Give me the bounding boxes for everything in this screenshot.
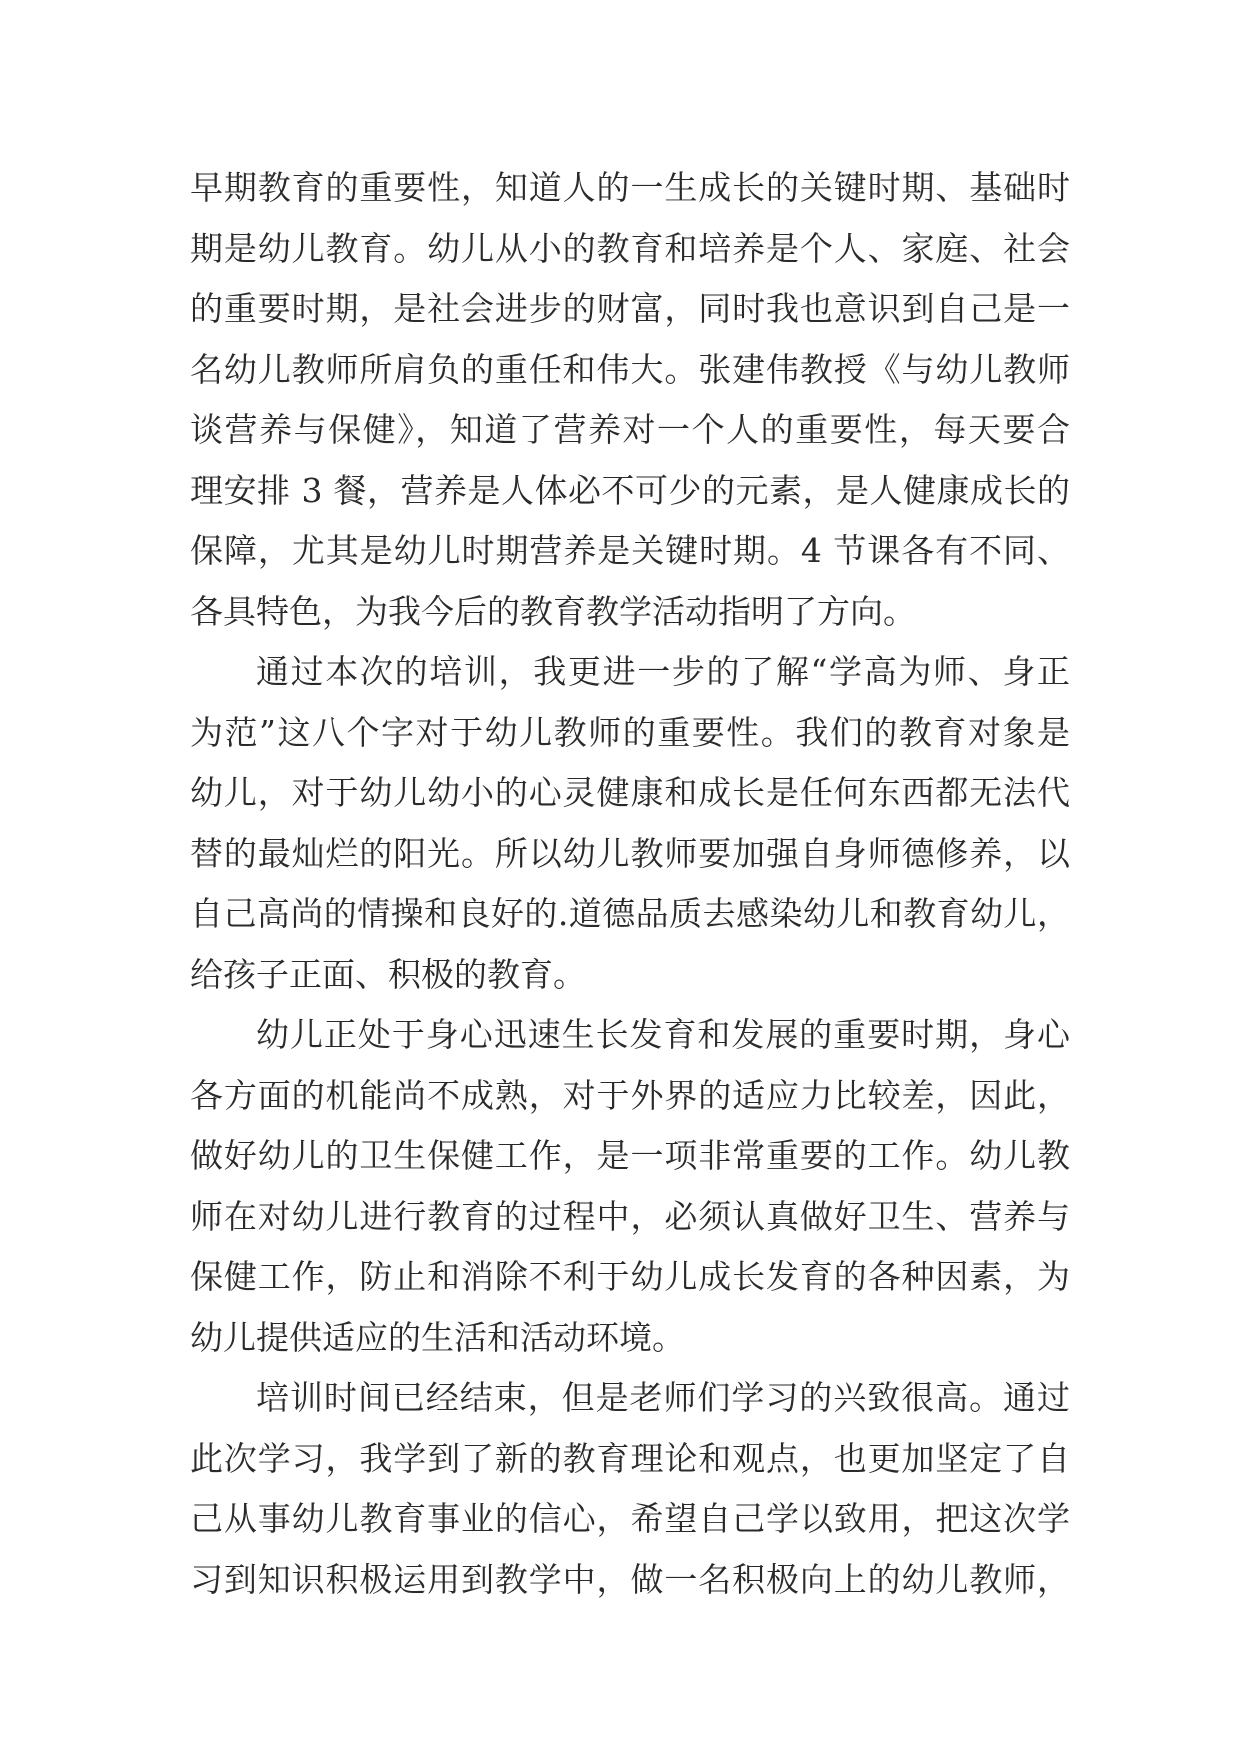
text-line: 早期教育的重要性，知道人的一生成长的关键时期、基础时 <box>190 168 1070 207</box>
text-line: 做好幼儿的卫生保健工作，是一项非常重要的工作。幼儿教 <box>190 1136 1070 1175</box>
text-line: 保障，尤其是幼儿时期营养是关键时期。4 节课各有不同、 <box>190 531 1070 570</box>
text-line: 保健工作，防止和消除不利于幼儿成长发育的各种因素，为 <box>190 1257 1070 1296</box>
text-line: 幼儿，对于幼儿幼小的心灵健康和成长是任何东西都无法代 <box>190 773 1070 812</box>
document-body <box>190 158 1070 1610</box>
text-line: 谈营养与保健》，知道了营养对一个人的重要性，每天要合 <box>190 410 1070 449</box>
text-line: 替的最灿烂的阳光。所以幼儿教师要加强自身师德修养，以 <box>190 833 1070 873</box>
text-line: 己从事幼儿教育事业的信心，希望自己学以致用，把这次学 <box>190 1499 1070 1538</box>
text-line: 培训时间已经结束，但是老师们学习的兴致很高。通过 <box>256 1378 1070 1417</box>
text-line: 自己高尚的情操和良好的.道德品质去感染幼儿和教育幼儿， <box>190 894 1070 933</box>
text-line: 师在对幼儿进行教育的过程中，必须认真做好卫生、营养与 <box>190 1196 1070 1236</box>
text-line: 的重要时期，是社会进步的财富，同时我也意识到自己是一 <box>190 289 1070 328</box>
text-line: 给孩子正面、积极的教育。 <box>190 954 586 994</box>
text-line: 期是幼儿教育。幼儿从小的教育和培养是个人、家庭、社会 <box>190 228 1070 268</box>
text-line: 习到知识积极运用到教学中，做一名积极向上的幼儿教师， <box>190 1559 1070 1599</box>
text-line: 各方面的机能尚不成熟，对于外界的适应力比较差，因此， <box>190 1075 1070 1115</box>
text-line: 幼儿正处于身心迅速生长发育和发展的重要时期，身心 <box>256 1015 1070 1054</box>
text-line: 为范”这八个字对于幼儿教师的重要性。我们的教育对象是 <box>190 712 1070 752</box>
text-line: 此次学习，我学到了新的教育理论和观点，也更加坚定了自 <box>190 1438 1070 1478</box>
text-line: 幼儿提供适应的生活和活动环境。 <box>190 1317 685 1357</box>
text-line: 名幼儿教师所肩负的重任和伟大。张建伟教授《与幼儿教师 <box>190 349 1070 389</box>
text-line: 理安排 3 餐，营养是人体必不可少的元素，是人健康成长的 <box>190 470 1070 510</box>
text-line: 各具特色，为我今后的教育教学活动指明了方向。 <box>190 591 916 631</box>
text-line: 通过本次的培训，我更进一步的了解“学高为师、身正 <box>256 652 1070 691</box>
